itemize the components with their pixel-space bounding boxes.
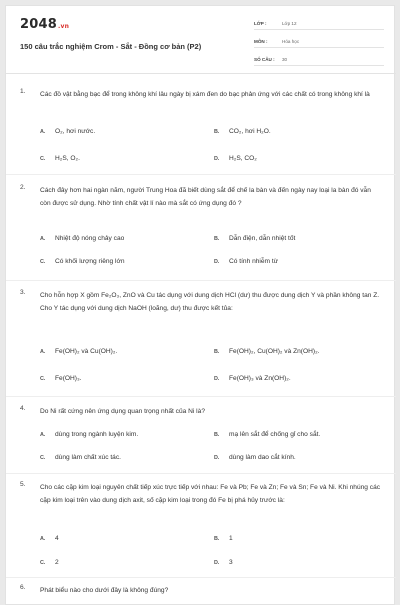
option-letter: B. (214, 129, 220, 135)
question-divider (6, 174, 396, 175)
option-text: H₂S, O₂. (55, 155, 80, 162)
option-letter: B. (214, 432, 220, 438)
question-text: Cho hỗn hợp X gồm Fe₂O₃, ZnO và Cu tác dụng với dung dịch HCl (dư) thu được dung dịch Y và phần không tan Z. Cho Y tác dụng với dung dịch NaOH (loãng, dư) thu được kết tủa: (40, 292, 380, 312)
option-b[interactable] (214, 128, 271, 135)
option-text: dùng làm dao cắt kính. (229, 454, 296, 461)
option-text: Dẫn điện, dẫn nhiệt tốt (229, 235, 296, 242)
option-letter: C. (40, 259, 46, 265)
option-text: Fe(OH)₃. (55, 375, 82, 382)
option-text: 3 (229, 559, 233, 566)
option-b[interactable] (214, 235, 295, 242)
logo-main: 2048 (20, 17, 57, 32)
meta-label: LỚP : (254, 21, 267, 26)
option-letter: A. (40, 536, 46, 542)
site-logo[interactable] (20, 17, 69, 32)
option-letter: A. (40, 236, 46, 242)
meta-label: MÔN : (254, 39, 268, 44)
document-meta (254, 18, 384, 72)
question-number: 1. (20, 88, 26, 95)
meta-row-subject (254, 36, 384, 48)
option-text: CO₂, hơi H₂O. (229, 128, 271, 135)
header-divider (6, 73, 396, 74)
option-letter: D. (214, 156, 220, 162)
option-c[interactable] (40, 559, 59, 566)
question-4 (20, 405, 386, 471)
option-d[interactable] (214, 559, 233, 566)
option-d[interactable] (214, 155, 257, 162)
question-text: Cho các cặp kim loại nguyên chất tiếp xúc trực tiếp với nhau: Fe và Pb; Fe và Zn; Fe và Sn; Fe và Ni. Khi nhúng các cặp kim loại trên vào dung dịch axit, số cặp kim loại trong đó Fe bị phá hủy trước là: (40, 484, 381, 504)
option-text: Fe(OH)₂ và Cu(OH)₂. (55, 348, 118, 355)
option-text: mạ lên sắt để chống gỉ cho sắt. (229, 431, 321, 438)
meta-value: Lớp 12 (282, 21, 297, 26)
question-divider (6, 280, 396, 281)
question-divider (6, 396, 396, 397)
option-a[interactable] (40, 535, 59, 542)
option-letter: D. (214, 560, 220, 566)
option-letter: B. (214, 349, 220, 355)
option-text: Có khối lượng riêng lớn (55, 258, 125, 265)
option-text: Nhiệt độ nóng chảy cao (55, 235, 125, 242)
option-c[interactable] (40, 454, 121, 461)
option-c[interactable] (40, 258, 125, 265)
option-text: Fe(OH)₂, Cu(OH)₂ và Zn(OH)₂. (229, 348, 320, 355)
option-letter: A. (40, 432, 46, 438)
document-page (5, 5, 395, 605)
option-text: dùng làm chất xúc tác. (55, 454, 121, 461)
question-text: Các đồ vật bằng bạc để trong không khí lâu ngày bị xám đen do bạc phản ứng với các chất có trong không khí là (40, 91, 370, 98)
question-3 (20, 289, 386, 399)
question-number: 5. (20, 481, 26, 488)
question-text: Do Ni rất cứng nên ứng dụng quan trọng nhất của Ni là? (40, 408, 205, 415)
question-divider (6, 473, 396, 474)
document-header (6, 6, 396, 74)
option-d[interactable] (214, 454, 296, 461)
meta-value: Hóa học (282, 39, 300, 44)
meta-label: SỐ CÂU : (254, 57, 275, 62)
question-6 (20, 584, 386, 600)
option-a[interactable] (40, 348, 117, 355)
question-number: 4. (20, 405, 26, 412)
option-c[interactable] (40, 375, 82, 382)
option-a[interactable] (40, 128, 95, 135)
option-text: Fe(OH)₃ và Zn(OH)₂. (229, 375, 291, 382)
option-text: 1 (229, 535, 233, 542)
option-text: O₂, hơi nước. (55, 128, 96, 135)
option-b[interactable] (214, 348, 319, 355)
option-letter: B. (214, 236, 220, 242)
option-d[interactable] (214, 375, 291, 382)
question-text: Phát biểu nào cho dưới đây là không đúng? (40, 587, 169, 594)
option-text: H₂S, CO₂ (229, 155, 257, 162)
option-text: 4 (55, 535, 59, 542)
option-d[interactable] (214, 258, 278, 265)
option-b[interactable] (214, 431, 320, 438)
meta-value: 30 (282, 57, 288, 62)
option-text: Có tính nhiễm từ (229, 258, 279, 265)
option-letter: A. (40, 129, 46, 135)
meta-row-count (254, 54, 384, 66)
option-a[interactable] (40, 431, 138, 438)
option-letter: D. (214, 455, 220, 461)
option-letter: B. (214, 536, 220, 542)
question-divider (6, 577, 396, 578)
option-letter: D. (214, 376, 220, 382)
question-number: 6. (20, 584, 26, 591)
meta-row-grade (254, 18, 384, 30)
question-number: 2. (20, 184, 26, 191)
question-text: Cách đây hơn hai ngàn năm, người Trung Hoa đã biết dùng sắt để chế la bàn và đến ngày nay loại la bàn đó vẫn còn được sử dụng. Nhờ tính chất vật lí nào mà sắt có ứng dụng đó ? (40, 187, 371, 207)
question-1 (20, 88, 386, 176)
option-text: dùng trong ngành luyện kim. (55, 431, 139, 438)
option-letter: C. (40, 455, 46, 461)
logo-suffix: .vn (57, 23, 70, 30)
option-c[interactable] (40, 155, 80, 162)
question-number: 3. (20, 289, 26, 296)
option-letter: C. (40, 376, 46, 382)
option-letter: D. (214, 259, 220, 265)
option-letter: C. (40, 560, 46, 566)
option-a[interactable] (40, 235, 124, 242)
document-title: 150 câu trắc nghiệm Crom - Sắt - Đồng cơ bản (P2) (20, 42, 202, 51)
question-5 (20, 481, 386, 577)
option-b[interactable] (214, 535, 233, 542)
option-text: 2 (55, 559, 59, 566)
option-letter: C. (40, 156, 46, 162)
question-2 (20, 184, 386, 284)
option-letter: A. (40, 349, 46, 355)
